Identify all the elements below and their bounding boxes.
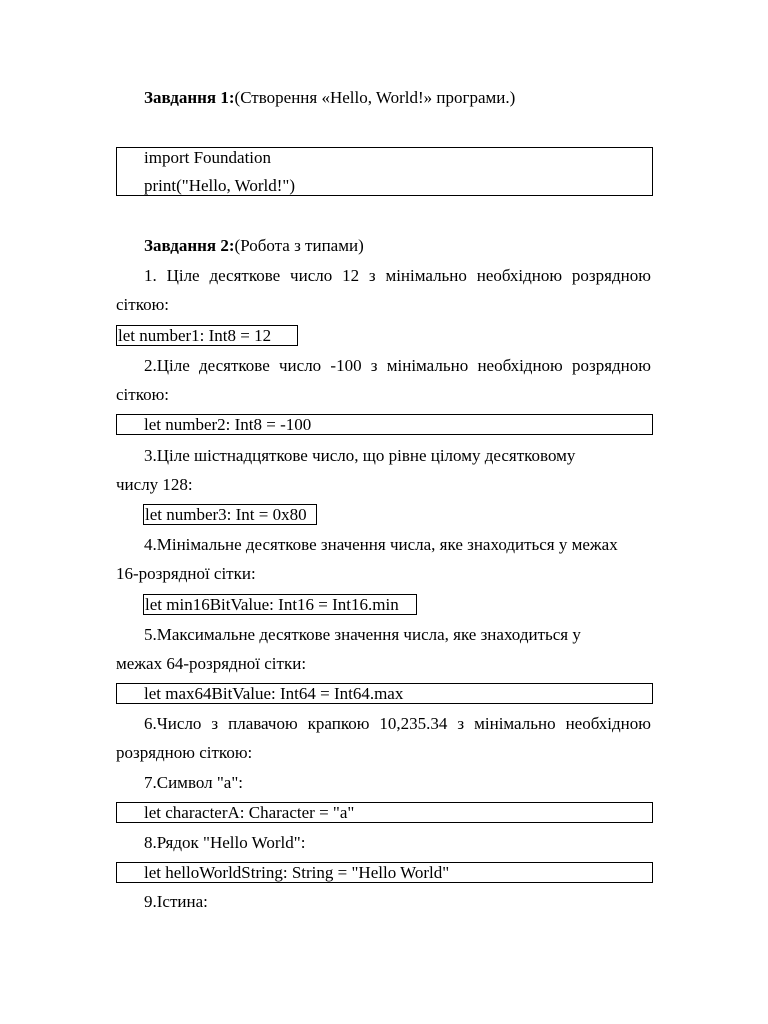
item3-line2: числу 128: xyxy=(116,475,193,494)
item1-line1 xyxy=(144,266,651,286)
item9-line1: 9.Істина: xyxy=(144,892,208,911)
word: число xyxy=(279,356,322,375)
item1-line2: сіткою: xyxy=(116,295,170,314)
task1-code-box xyxy=(116,147,653,196)
item2-line1 xyxy=(144,356,651,376)
item5-line2: межах 64-розрядної сітки: xyxy=(116,654,307,673)
item4-line2: 16-розрядної сітки: xyxy=(116,564,256,583)
item6-line1 xyxy=(144,714,651,734)
word: 6.Число xyxy=(144,714,202,733)
item5-line1: 5.Максимальне десяткове значення числа, яке знаходиться у xyxy=(144,625,581,644)
word: з xyxy=(211,714,219,733)
word: з xyxy=(370,356,378,375)
item8-code-box xyxy=(116,862,653,883)
code-line: let max64BitValue: Int64 = Int64.max xyxy=(144,684,404,703)
item4-code-box xyxy=(143,594,417,615)
task2-heading-bold: Завдання 2: xyxy=(144,236,235,255)
word: необхідною xyxy=(476,266,563,285)
item7-code-box xyxy=(116,802,653,823)
word: -100 xyxy=(330,356,362,375)
word: необхідною xyxy=(477,356,563,375)
item5-code-box xyxy=(116,683,653,704)
task1-heading-text: (Створення «Hello, World!» програми.) xyxy=(234,88,516,107)
item3-line1: 3.Ціле шістнадцяткове число, що рівне цілому десятковому xyxy=(144,446,576,465)
task1-heading xyxy=(144,88,515,108)
word: з xyxy=(457,714,465,733)
item1-code-box xyxy=(116,325,298,346)
word: мінімально xyxy=(474,714,556,733)
item2-line2: сіткою: xyxy=(116,385,170,404)
word: десяткове xyxy=(209,266,281,285)
code-line: let min16BitValue: Int16 = Int16.min xyxy=(145,595,399,614)
word: 1. xyxy=(144,266,157,285)
item2-code-box xyxy=(116,414,653,435)
word: необхідною xyxy=(565,714,651,733)
word: плавачою xyxy=(228,714,298,733)
word: крапкою xyxy=(307,714,370,733)
code-line: let number1: Int8 = 12 xyxy=(118,326,272,345)
task1-heading-bold: Завдання 1: xyxy=(144,88,235,107)
word: мінімально xyxy=(386,356,469,375)
word: розрядною xyxy=(571,356,651,375)
item4-line1: 4.Мінімальне десяткове значення числа, яке знаходиться у межах xyxy=(144,535,618,554)
code-line: import Foundation xyxy=(144,148,272,167)
task2-heading xyxy=(144,236,364,256)
word: 2.Ціле xyxy=(144,356,190,375)
item3-code-box xyxy=(143,504,317,525)
word: Ціле xyxy=(166,266,200,285)
word: десяткове xyxy=(199,356,270,375)
code-line: let number3: Int = 0x80 xyxy=(145,505,307,524)
word: 12 xyxy=(342,266,360,285)
code-line: let characterA: Character = "a" xyxy=(144,803,355,822)
item8-line1: 8.Рядок "Hello World": xyxy=(144,833,306,852)
word: з xyxy=(368,266,376,285)
code-line: let helloWorldString: String = "Hello World" xyxy=(144,863,450,882)
code-line: print("Hello, World!") xyxy=(144,176,295,195)
word: 10,235.34 xyxy=(379,714,448,733)
word: мінімально xyxy=(385,266,467,285)
item6-line2: розрядною сіткою: xyxy=(116,743,253,762)
word: розрядною xyxy=(571,266,651,285)
item7-line1: 7.Символ "a": xyxy=(144,773,244,792)
code-line: let number2: Int8 = -100 xyxy=(144,415,312,434)
task2-heading-text: (Робота з типами) xyxy=(234,236,364,255)
word: число xyxy=(290,266,333,285)
